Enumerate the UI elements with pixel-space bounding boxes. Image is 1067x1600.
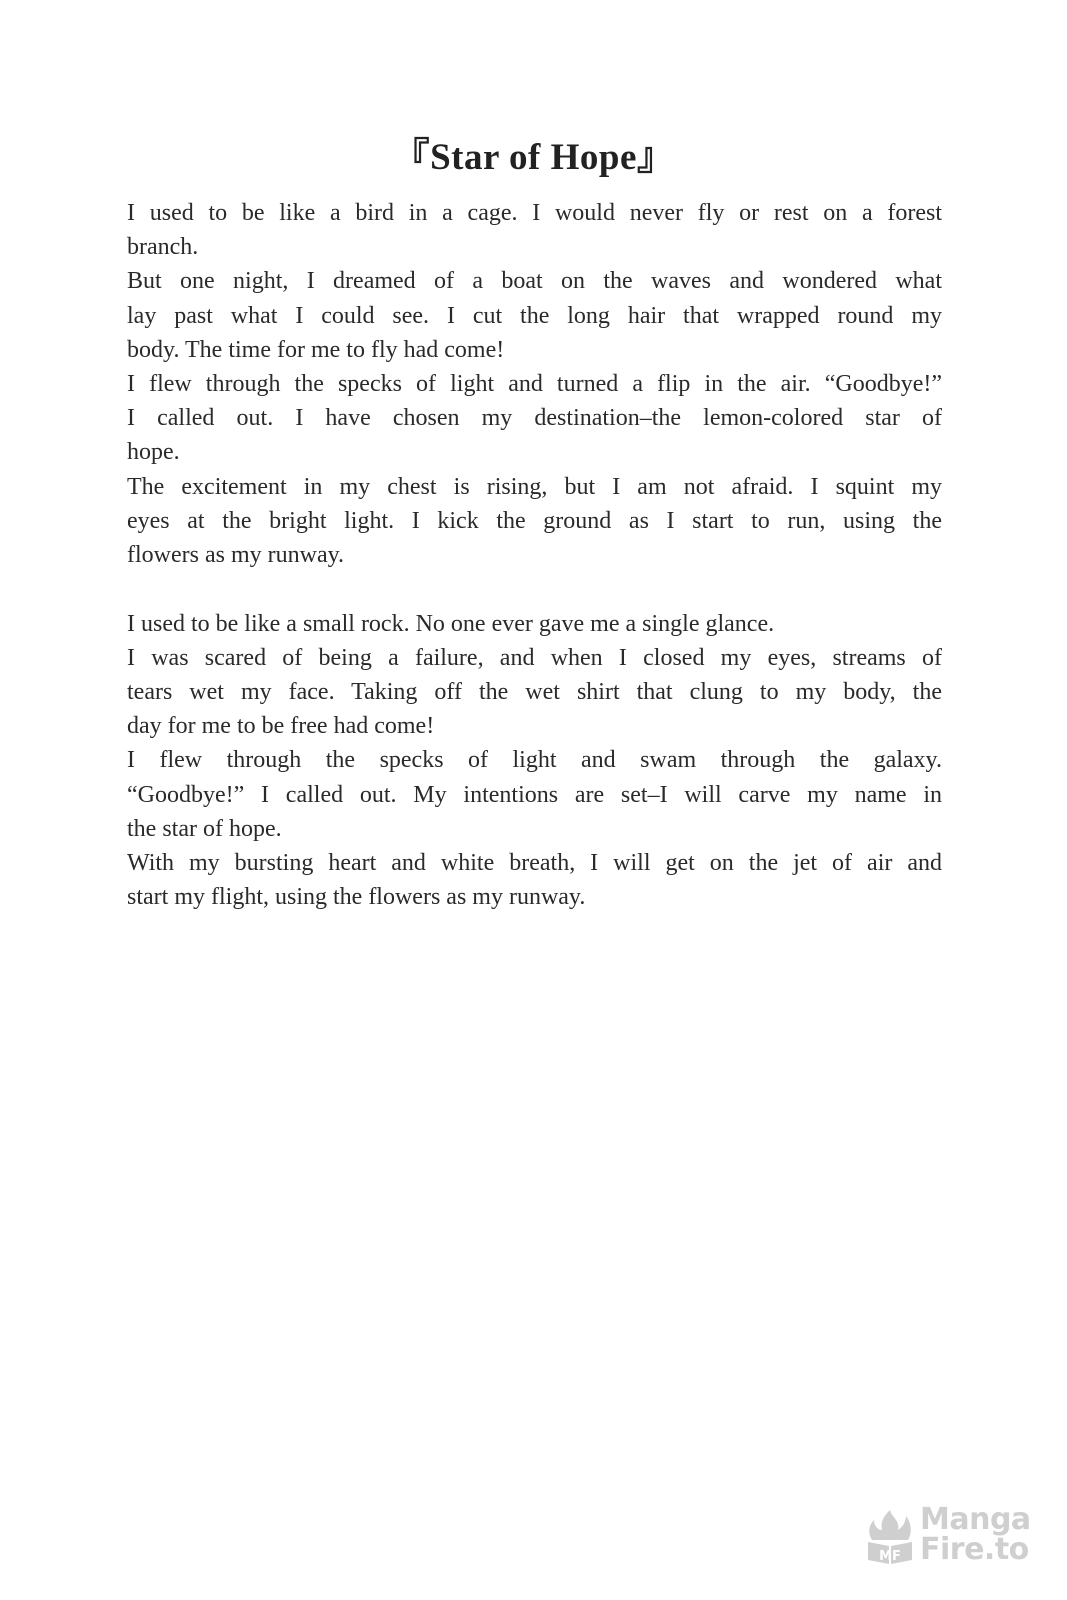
stanza-1 <box>127 196 942 572</box>
text-line: branch. <box>127 234 199 261</box>
text-line: But one night, I dreamed of a boat on the waves and wondered what <box>127 268 942 295</box>
stanza-divider <box>127 572 942 607</box>
text-line: I flew through the specks of light and turned a flip in the air. “Goodbye!” <box>127 370 942 397</box>
text-line: I called out. I have chosen my destination–the lemon-colored star of <box>127 405 942 432</box>
poem-body <box>127 196 942 914</box>
text-line: eyes at the bright light. I kick the ground as I start to run, using the <box>127 507 942 534</box>
text-line: body. The time for me to fly had come! <box>127 336 505 363</box>
text-line: The excitement in my chest is rising, but I am not afraid. I squint my <box>127 473 942 500</box>
text-line: I was scared of being a failure, and when I closed my eyes, streams of <box>127 644 942 671</box>
page-title: 『Star of Hope』 <box>392 137 675 178</box>
text-line: day for me to be free had come! <box>127 713 435 740</box>
text-line: I flew through the specks of light and swam through the galaxy. <box>127 747 942 774</box>
text-line: lay past what I could see. I cut the long hair that wrapped round my <box>127 302 942 329</box>
stanza-2 <box>127 607 942 915</box>
svg-text:MF: MF <box>879 1549 901 1564</box>
text-line: tears wet my face. Taking off the wet shirt that clung to my body, the <box>127 678 942 705</box>
text-line: start my flight, using the flowers as my runway. <box>127 884 586 911</box>
text-line: I used to be like a bird in a cage. I would never fly or rest on a forest <box>127 200 942 226</box>
text-line: flowers as my runway. <box>127 541 345 568</box>
watermark-line-1: Manga <box>920 1502 1031 1537</box>
text-line: the star of hope. <box>127 815 282 842</box>
flame-book-logo-icon <box>862 1506 918 1566</box>
text-line: I used to be like a small rock. No one ever gave me a single glance. <box>127 610 775 637</box>
watermark-line-2: Fire.to <box>920 1532 1029 1567</box>
text-line: hope. <box>127 439 180 466</box>
text-line: With my bursting heart and white breath, I will get on the jet of air and <box>127 849 942 876</box>
mangafire-watermark <box>862 1502 1032 1572</box>
text-line: “Goodbye!” I called out. My intentions are set–I will carve my name in <box>127 781 942 808</box>
